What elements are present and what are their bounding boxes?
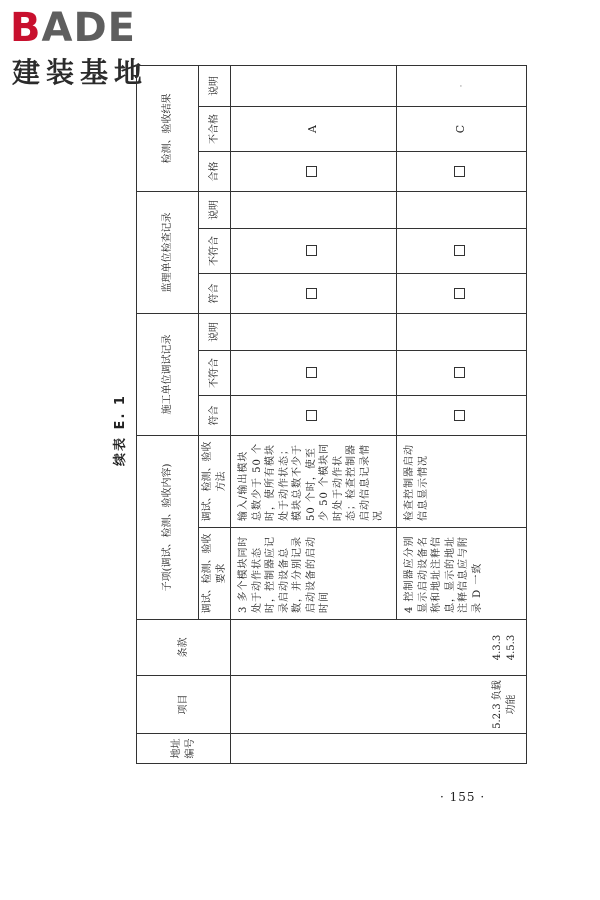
method-cell: 检查控制器启动信息显示情况 xyxy=(397,436,527,528)
supervision-conform-cell xyxy=(231,274,397,314)
requirement-cell: 3 多个模块同时处于动作状态时，控制器应记录启动设备总数，并分别记录启动设备的启动时间 xyxy=(231,528,397,620)
method-cell: 输入/输出模块总数少于 50 个时，使所有模块处于动作状态；模块总数不少于 50 个时，使至少 50 个模块同时处于动作状态；检查控制器启动信息记录情况 xyxy=(231,436,397,528)
page-number: · 155 · xyxy=(440,790,486,804)
logo-wordmark: BADE xyxy=(10,5,136,51)
header-method: 调试、检测、验收方法 xyxy=(199,436,231,528)
header-supervision-nonconform: 不符合 xyxy=(199,229,231,274)
acceptance-pass-cell xyxy=(397,152,527,192)
header-acceptance-fail: 不合格 xyxy=(199,107,231,152)
header-addr-code: 地址编号 xyxy=(137,734,231,764)
clause-cell: 4.3.3 4.5.3 xyxy=(231,620,527,676)
supervision-nonconform-cell xyxy=(231,229,397,274)
inspection-table xyxy=(136,65,527,764)
acceptance-fail-cell xyxy=(231,107,397,152)
logo-subtitle: 建装基地 xyxy=(12,56,149,89)
supervision-note-cell xyxy=(231,192,397,229)
checkbox[interactable] xyxy=(306,368,317,379)
construction-conform-cell xyxy=(397,396,527,436)
construction-note-cell xyxy=(231,314,397,351)
checkbox[interactable] xyxy=(454,288,465,299)
rotated-table-container xyxy=(106,75,517,764)
header-supervision: 监理单位检查记录 xyxy=(137,192,199,314)
header-supervision-conform: 符合 xyxy=(199,274,231,314)
construction-note-cell xyxy=(397,314,527,351)
acceptance-note-cell xyxy=(397,65,527,106)
header-sub-item: 子项(调试、检测、验收内容) xyxy=(137,436,199,620)
acceptance-pass-cell xyxy=(231,152,397,192)
supervision-nonconform-cell xyxy=(397,229,527,274)
checkbox[interactable] xyxy=(306,410,317,421)
acceptance-note-cell xyxy=(231,65,397,106)
supervision-conform-cell xyxy=(397,274,527,314)
checkbox[interactable] xyxy=(306,166,317,177)
header-construction-conform: 符合 xyxy=(199,396,231,436)
addr-code-cell xyxy=(231,734,527,764)
severity-mark: C xyxy=(454,124,468,134)
checkbox[interactable] xyxy=(454,410,465,421)
checkbox[interactable] xyxy=(306,246,317,257)
checkbox[interactable] xyxy=(454,246,465,257)
item-cell: 5.2.3 负载功能 xyxy=(231,676,527,734)
acceptance-fail-cell xyxy=(397,107,527,152)
header-item: 项目 xyxy=(137,676,231,734)
table-title: 续表 E. 1 xyxy=(113,394,128,466)
supervision-note-cell xyxy=(397,192,527,229)
header-acceptance-pass: 合格 xyxy=(199,152,231,192)
header-construction-nonconform: 不符合 xyxy=(199,351,231,396)
stray-dot: · xyxy=(456,84,467,88)
table-row xyxy=(231,65,397,763)
requirement-cell: 4 控制器应分别显示启动设备名称和地址注释信息，显示的地址注释信息应与附录 D 一致 xyxy=(397,528,527,620)
header-clause: 条款 xyxy=(137,620,231,676)
header-supervision-note: 说明 xyxy=(199,192,231,229)
header-acceptance-note: 说明 xyxy=(199,65,231,106)
rotated-table xyxy=(106,75,517,764)
header-construction: 施工单位调试记录 xyxy=(137,314,199,436)
construction-nonconform-cell xyxy=(397,351,527,396)
construction-nonconform-cell xyxy=(231,351,397,396)
severity-mark: A xyxy=(306,125,320,133)
checkbox[interactable] xyxy=(306,288,317,299)
construction-conform-cell xyxy=(231,396,397,436)
header-acceptance: 检测、验收结果 xyxy=(137,65,199,191)
header-construction-note: 说明 xyxy=(199,314,231,351)
header-requirement: 调试、检测、验收要求 xyxy=(199,528,231,620)
checkbox[interactable] xyxy=(454,166,465,177)
checkbox[interactable] xyxy=(454,368,465,379)
